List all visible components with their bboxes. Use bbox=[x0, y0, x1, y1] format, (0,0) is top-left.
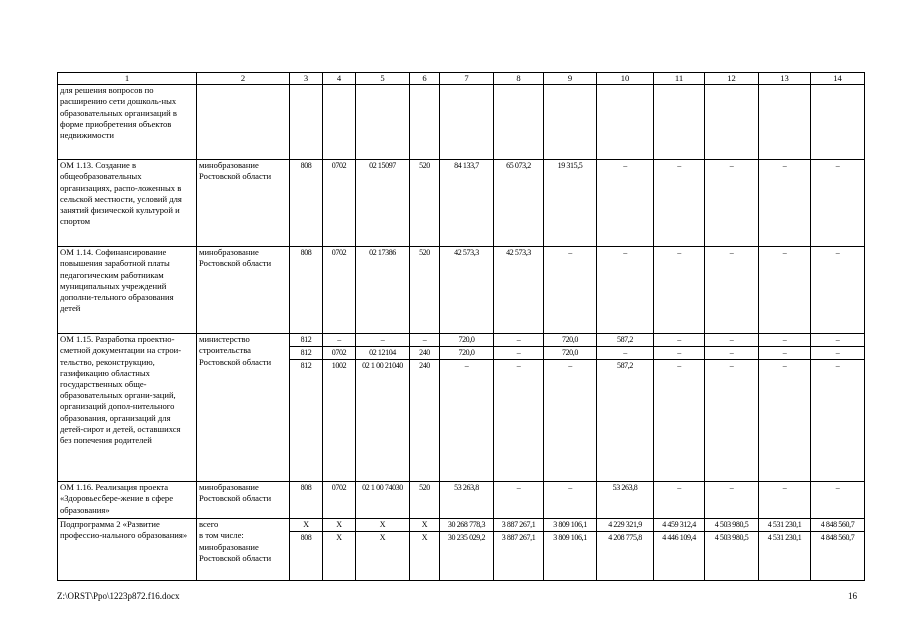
header-cell: 12 bbox=[705, 73, 759, 85]
value-cell: 84 133,7 bbox=[440, 160, 494, 247]
value-cell bbox=[544, 85, 597, 160]
row-organization: министерство строительства Ростовской области bbox=[197, 334, 290, 482]
sub-value: – bbox=[516, 335, 521, 345]
value-cell bbox=[410, 85, 440, 160]
header-cell: 9 bbox=[544, 73, 597, 85]
value-cell: 42 573,3 bbox=[494, 247, 544, 334]
value-cell bbox=[759, 85, 811, 160]
header-cell: 1 bbox=[58, 73, 197, 85]
sub-value: 3 887 267,1 bbox=[494, 531, 543, 544]
value-cell bbox=[654, 334, 705, 482]
value-cell bbox=[705, 334, 759, 482]
value-cell: 02 17386 bbox=[356, 247, 410, 334]
value-cell bbox=[759, 519, 811, 581]
sub-value: 720,0 bbox=[544, 346, 596, 359]
sub-value: – bbox=[782, 335, 787, 345]
sub-value: 4 229 321,9 bbox=[608, 520, 642, 530]
sub-value: 808 bbox=[290, 531, 322, 544]
sub-value: – bbox=[811, 346, 864, 359]
sub-value: 3 809 106,1 bbox=[553, 520, 587, 530]
value-cell bbox=[759, 334, 811, 482]
value-cell: 02 1 00 74030 bbox=[356, 482, 410, 519]
sub-value: – bbox=[544, 359, 596, 372]
value-cell bbox=[290, 334, 323, 482]
value-cell: 808 bbox=[290, 160, 323, 247]
header-cell: 5 bbox=[356, 73, 410, 85]
value-cell: 0702 bbox=[323, 247, 356, 334]
value-cell bbox=[811, 519, 865, 581]
value-cell bbox=[356, 334, 410, 482]
value-cell bbox=[290, 519, 323, 581]
value-cell bbox=[356, 519, 410, 581]
table-row bbox=[58, 160, 865, 247]
sub-value: – bbox=[440, 359, 493, 372]
value-cell: – bbox=[705, 482, 759, 519]
value-cell bbox=[705, 85, 759, 160]
sub-value: 587,2 bbox=[616, 335, 633, 345]
value-cell bbox=[811, 334, 865, 482]
value-cell bbox=[811, 85, 865, 160]
sub-value: 3 887 267,1 bbox=[501, 520, 536, 530]
value-cell: – bbox=[544, 247, 597, 334]
value-cell: – bbox=[811, 160, 865, 247]
header-cell: 4 bbox=[323, 73, 356, 85]
value-cell: 42 573,3 bbox=[440, 247, 494, 334]
table-row bbox=[58, 85, 865, 160]
sub-value: 4 446 109,4 bbox=[654, 531, 704, 544]
value-cell: – bbox=[597, 247, 654, 334]
row-organization: минобразование Ростовской области bbox=[197, 160, 290, 247]
header-cell: 13 bbox=[759, 73, 811, 85]
footer-page-number: 16 bbox=[848, 591, 857, 601]
value-cell: – bbox=[654, 247, 705, 334]
value-cell: – bbox=[759, 247, 811, 334]
sub-value: – bbox=[597, 346, 653, 359]
value-cell: – bbox=[654, 160, 705, 247]
value-cell: – bbox=[654, 482, 705, 519]
sub-value: 02 12104 bbox=[356, 346, 409, 359]
sub-value: 30 268 778,3 bbox=[447, 520, 486, 530]
row-description: ОМ 1.15. Разработка проектно-сметной документации на строи-тельство, реконструкцию, газификацию областных государственных обще-образовательных органи-заций, организаций допол-нительного образования, организаций для детей-сирот и детей, оставшихся без попечения родителей bbox=[58, 334, 197, 482]
sub-value: 02 1 00 21040 bbox=[356, 359, 409, 372]
sub-value: X bbox=[336, 520, 342, 530]
organization-line: в том числе: bbox=[199, 530, 244, 541]
row-organization bbox=[197, 519, 290, 581]
sub-value: – bbox=[654, 359, 704, 372]
value-cell bbox=[494, 85, 544, 160]
sub-value: 4 503 980,5 bbox=[705, 531, 758, 544]
sub-value: 812 bbox=[300, 335, 312, 345]
sub-value: – bbox=[380, 335, 385, 345]
value-cell bbox=[597, 85, 654, 160]
value-cell: – bbox=[597, 160, 654, 247]
sub-value: X bbox=[356, 531, 409, 544]
value-cell: 520 bbox=[410, 247, 440, 334]
value-cell: – bbox=[811, 247, 865, 334]
row-description: ОМ 1.13. Создание в общеобразовательных организациях, распо-ложенных в сельской местности, условий для занятий физической культурой и спортом bbox=[58, 160, 197, 247]
value-cell bbox=[494, 334, 544, 482]
sub-value: X bbox=[421, 520, 428, 530]
value-cell bbox=[356, 85, 410, 160]
value-cell: 53 263,8 bbox=[440, 482, 494, 519]
value-cell: – bbox=[811, 482, 865, 519]
sub-value: 240 bbox=[410, 359, 439, 372]
value-cell: 520 bbox=[410, 160, 440, 247]
value-cell: – bbox=[705, 247, 759, 334]
sub-value: 4 531 230,1 bbox=[759, 531, 810, 544]
table-row bbox=[58, 247, 865, 334]
value-cell bbox=[440, 85, 494, 160]
value-cell bbox=[290, 85, 323, 160]
sub-value: – bbox=[494, 346, 543, 359]
value-cell: 53 263,8 bbox=[597, 482, 654, 519]
row-description: для решения вопросов по расширению сети дошколь-ных образовательных организаций в форме приобретения объектов недвижимости bbox=[58, 85, 197, 160]
value-cell bbox=[654, 85, 705, 160]
value-cell bbox=[323, 334, 356, 482]
sub-value: 4 848 560,7 bbox=[811, 531, 864, 544]
value-cell: – bbox=[544, 482, 597, 519]
budget-table bbox=[57, 72, 865, 581]
sub-value: 4 848 560,7 bbox=[820, 520, 855, 530]
header-cell: 7 bbox=[440, 73, 494, 85]
value-cell: 02 15097 bbox=[356, 160, 410, 247]
table-row bbox=[58, 519, 865, 581]
sub-value: – bbox=[835, 335, 840, 345]
organization-line: всего bbox=[199, 519, 219, 530]
sub-value: 587,2 bbox=[597, 359, 653, 372]
sub-value: 240 bbox=[410, 346, 439, 359]
row-description: ОМ 1.14. Софинансирование повышения заработной платы педагогическим работникам муниципальных учреждений дополни-тельного образования детей bbox=[58, 247, 197, 334]
header-cell: 8 bbox=[494, 73, 544, 85]
organization-line: минобразование Ростовской области bbox=[199, 541, 272, 563]
sub-value: – bbox=[811, 359, 864, 372]
sub-value: – bbox=[705, 359, 758, 372]
header-cell: 10 bbox=[597, 73, 654, 85]
row-organization bbox=[197, 85, 290, 160]
sub-value: 720,0 bbox=[561, 335, 578, 345]
footer-file-path: Z:\ORST\Ppo\1223p872.f16.docx bbox=[57, 591, 180, 601]
sub-value: 0702 bbox=[323, 346, 355, 359]
value-cell: 520 bbox=[410, 482, 440, 519]
sub-value: 30 235 029,2 bbox=[440, 531, 493, 544]
sub-value: X bbox=[379, 520, 386, 530]
value-cell bbox=[323, 85, 356, 160]
sub-value: 4 503 980,5 bbox=[714, 520, 749, 530]
sub-value: 4 531 230,1 bbox=[767, 520, 802, 530]
sub-value: 720,0 bbox=[458, 335, 475, 345]
value-cell bbox=[597, 519, 654, 581]
table-row bbox=[58, 334, 865, 482]
value-cell bbox=[494, 519, 544, 581]
sub-value: 4 459 312,4 bbox=[662, 520, 696, 530]
sub-value: 1002 bbox=[323, 359, 355, 372]
value-cell bbox=[440, 519, 494, 581]
sub-value: 3 809 106,1 bbox=[544, 531, 596, 544]
header-row bbox=[58, 73, 865, 85]
sub-value: – bbox=[494, 359, 543, 372]
row-organization: минобразование Ростовской области bbox=[197, 482, 290, 519]
header-cell: 6 bbox=[410, 73, 440, 85]
value-cell: 0702 bbox=[323, 482, 356, 519]
value-cell: 808 bbox=[290, 482, 323, 519]
sub-value: X bbox=[303, 520, 309, 530]
header-cell: 14 bbox=[811, 73, 865, 85]
value-cell bbox=[410, 334, 440, 482]
sub-value: 812 bbox=[290, 346, 322, 359]
value-cell: – bbox=[759, 160, 811, 247]
value-cell bbox=[410, 519, 440, 581]
sub-value: – bbox=[729, 335, 734, 345]
row-organization: минобразование Ростовской области bbox=[197, 247, 290, 334]
sub-value: – bbox=[654, 346, 704, 359]
row-description: ОМ 1.16. Реализация проекта «Здоровьесбере-жение в сфере образования» bbox=[58, 482, 197, 519]
value-cell bbox=[323, 519, 356, 581]
sub-value: – bbox=[337, 335, 341, 345]
header-cell: 11 bbox=[654, 73, 705, 85]
sub-value: 812 bbox=[290, 359, 322, 372]
value-cell: – bbox=[705, 160, 759, 247]
value-cell bbox=[705, 519, 759, 581]
header-cell: 3 bbox=[290, 73, 323, 85]
sub-value: X bbox=[323, 531, 355, 544]
sub-value: – bbox=[759, 346, 810, 359]
value-cell: – bbox=[759, 482, 811, 519]
value-cell bbox=[544, 334, 597, 482]
value-cell bbox=[544, 519, 597, 581]
value-cell bbox=[654, 519, 705, 581]
sub-value: – bbox=[705, 346, 758, 359]
sub-value: 720,0 bbox=[440, 346, 493, 359]
sub-value: X bbox=[410, 531, 439, 544]
value-cell: 65 073,2 bbox=[494, 160, 544, 247]
sub-value: – bbox=[677, 335, 681, 345]
value-cell: 808 bbox=[290, 247, 323, 334]
sub-value: – bbox=[422, 335, 427, 345]
value-cell bbox=[597, 334, 654, 482]
value-cell: – bbox=[494, 482, 544, 519]
value-cell bbox=[440, 334, 494, 482]
row-description: Подпрограмма 2 «Развитие профессио-нального образования» bbox=[58, 519, 197, 581]
value-cell: 0702 bbox=[323, 160, 356, 247]
sub-value: 4 208 775,8 bbox=[597, 531, 653, 544]
sub-value: – bbox=[759, 359, 810, 372]
header-cell: 2 bbox=[197, 73, 290, 85]
table-row bbox=[58, 482, 865, 519]
value-cell: 19 315,5 bbox=[544, 160, 597, 247]
